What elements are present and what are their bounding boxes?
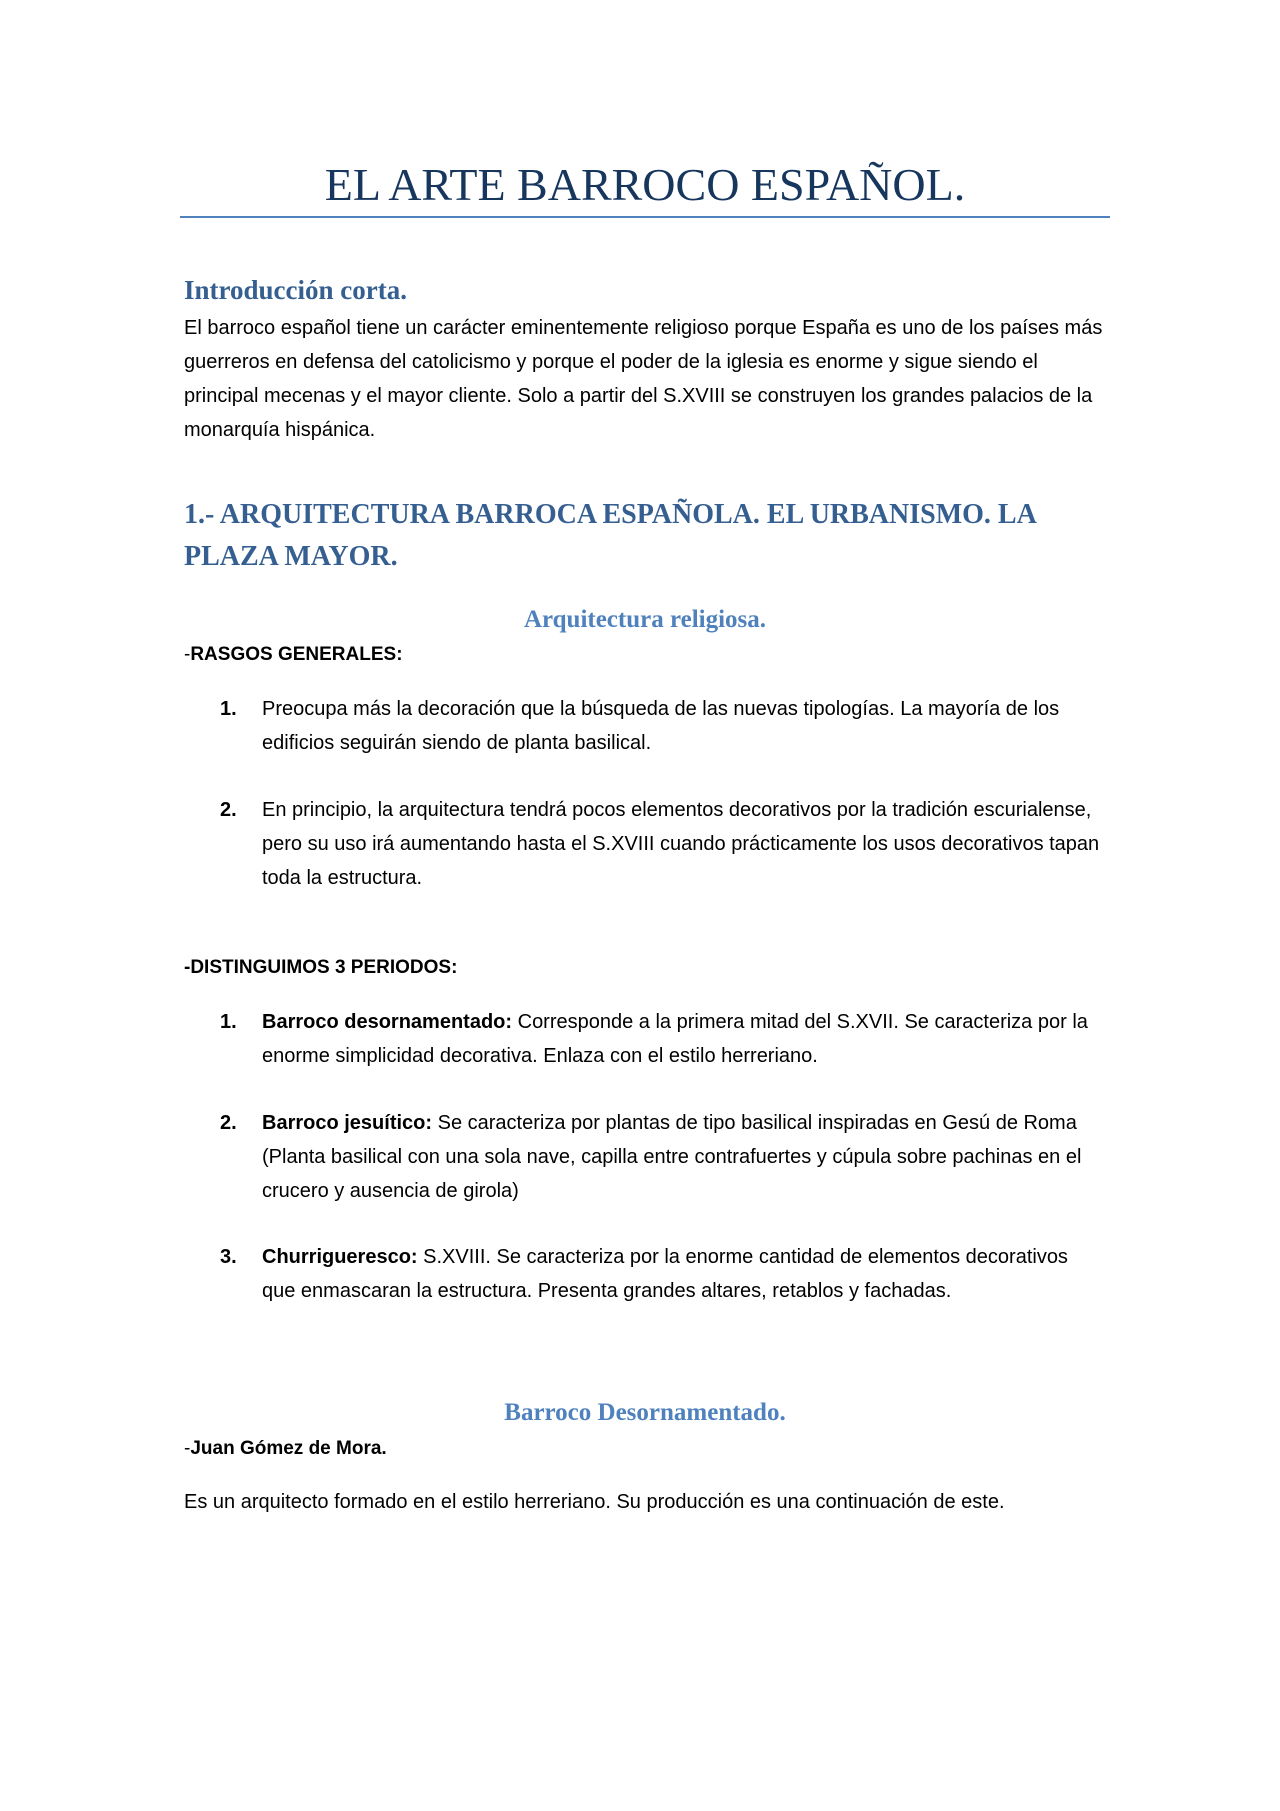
rasgos-generales-label — [184, 640, 403, 670]
desornamentado-subheading: Barroco Desornamentado. — [504, 1399, 786, 1426]
period-description: Se caracteriza por plantas de tipo basilical inspiradas en Gesú de Roma (Planta basilical con una sola nave, capilla entre contrafuertes y cúpula sobre pachinas en el crucero y ausencia de girola) — [262, 1112, 1082, 1202]
intro-paragraph: El barroco español tiene un carácter eminentemente religioso porque España es uno de los países más guerreros en defensa del catolicismo y porque el poder de la iglesia es enorme y sigue siendo el principal mecenas y el mayor cliente. Solo a partir del S.XVIII se construyen los grandes palacios de la monarquía hispánica. — [184, 317, 1103, 441]
architect-label — [184, 1434, 387, 1464]
religious-architecture-subheading: Arquitectura religiosa. — [523, 606, 767, 633]
list-item-body — [262, 1005, 1100, 1073]
title-underline — [180, 216, 1110, 218]
period-term: Barroco jesuítico: — [262, 1112, 433, 1134]
list-item — [220, 793, 1100, 895]
list-item-number: 1. — [220, 1011, 237, 1033]
list-item — [220, 1106, 1100, 1208]
architect-dash: - — [184, 1438, 191, 1459]
architect-paragraph: Es un arquitecto formado en el estilo herreriano. Su producción es una continuación de este. — [184, 1491, 1005, 1513]
rasgos-dash: - — [184, 644, 191, 665]
list-item-body — [262, 1240, 1100, 1308]
list-item — [220, 1005, 1100, 1073]
list-item-text: Preocupa más la decoración que la búsqueda de las nuevas tipologías. La mayoría de los edificios seguirán siendo de planta basilical. — [262, 698, 1060, 754]
list-item — [220, 692, 1100, 760]
list-item-number: 1. — [220, 698, 237, 720]
list-item-body — [262, 1106, 1100, 1208]
period-term: Churrigueresco: — [262, 1246, 418, 1268]
list-item-number: 2. — [220, 799, 237, 821]
period-term: Barroco desornamentado: — [262, 1011, 513, 1033]
architect-name: Juan Gómez de Mora. — [190, 1438, 387, 1459]
list-item-text: En principio, la arquitectura tendrá pocos elementos decorativos por la tradición escurialense, pero su uso irá aumentando hasta el S.XVIII cuando prácticamente los usos decorativos tapan toda la estructura. — [262, 799, 1100, 889]
period-description: S.XVIII. Se caracteriza por la enorme cantidad de elementos decorativos que enmascaran la estructura. Presenta grandes altares, retablos y fachadas. — [262, 1246, 1068, 1302]
list-item-number: 2. — [220, 1112, 237, 1134]
periodos-label: -DISTINGUIMOS 3 PERIODOS: — [184, 957, 458, 978]
rasgos-label-text: RASGOS GENERALES: — [190, 644, 403, 665]
period-description: Corresponde a la primera mitad del S.XVII. Se caracteriza por la enorme simplicidad decorativa. Enlaza con el estilo herreriano. — [262, 1011, 1088, 1067]
list-item-number: 3. — [220, 1246, 237, 1268]
list-item — [220, 1240, 1100, 1308]
section1-heading: 1.- ARQUITECTURA BARROCA ESPAÑOLA. EL URBANISMO. LA PLAZA MAYOR. — [184, 499, 1036, 572]
intro-heading: Introducción corta. — [184, 275, 407, 305]
document-title: EL ARTE BARROCO ESPAÑOL. — [324, 159, 966, 210]
